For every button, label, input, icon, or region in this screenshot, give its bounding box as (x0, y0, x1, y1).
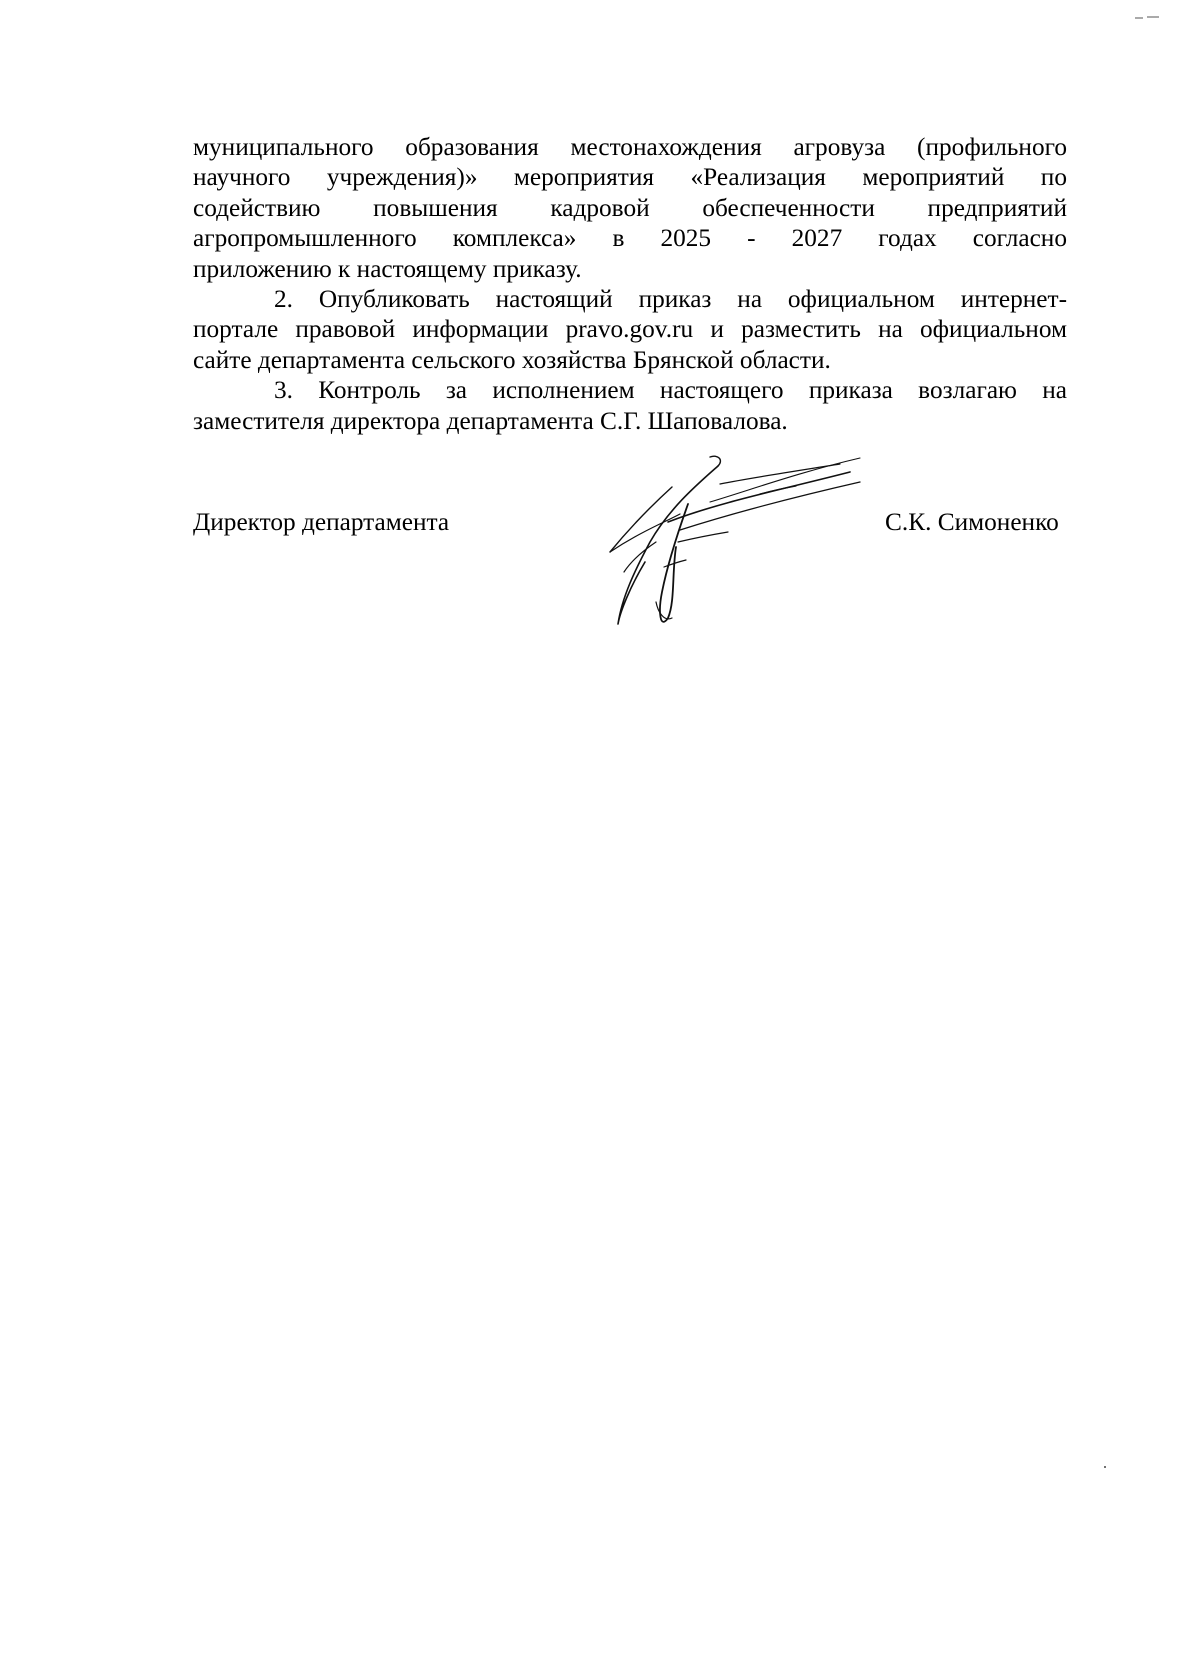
signatory-position: Директор департамента (193, 508, 450, 536)
paragraph-item-2 (193, 284, 1067, 375)
corner-scan-mark (1134, 14, 1160, 20)
text-line: сайте департамента сельского хозяйства Брянской области. (193, 345, 831, 374)
text-line: 2. Опубликовать настоящий приказ на официальном интернет- (274, 285, 1067, 314)
text-line: портале правовой информации pravo.gov.ru и разместить на официальном (193, 315, 1067, 344)
text-line: приложению к настоящему приказу. (193, 254, 582, 283)
text-line: заместителя директора департамента С.Г. Шаповалова. (193, 406, 788, 435)
handwritten-signature (560, 452, 910, 632)
document-body (193, 132, 1067, 436)
text-line: научного учреждения)» мероприятия «Реализация мероприятий по (193, 163, 1067, 192)
text-line: содействию повышения кадровой обеспеченности предприятий (193, 193, 1067, 222)
signatory-name: С.К. Симоненко (885, 508, 1059, 536)
text-line: агропромышленного комплекса» в 2025 - 2027 годах согласно (193, 224, 1067, 253)
paragraph-item-3 (193, 375, 1067, 436)
scan-speck (1104, 1466, 1106, 1468)
paragraph-continuation (193, 132, 1067, 284)
text-line: 3. Контроль за исполнением настоящего приказа возлагаю на (274, 376, 1067, 405)
text-line: муниципального образования местонахождения агровуза (профильного (193, 133, 1067, 161)
